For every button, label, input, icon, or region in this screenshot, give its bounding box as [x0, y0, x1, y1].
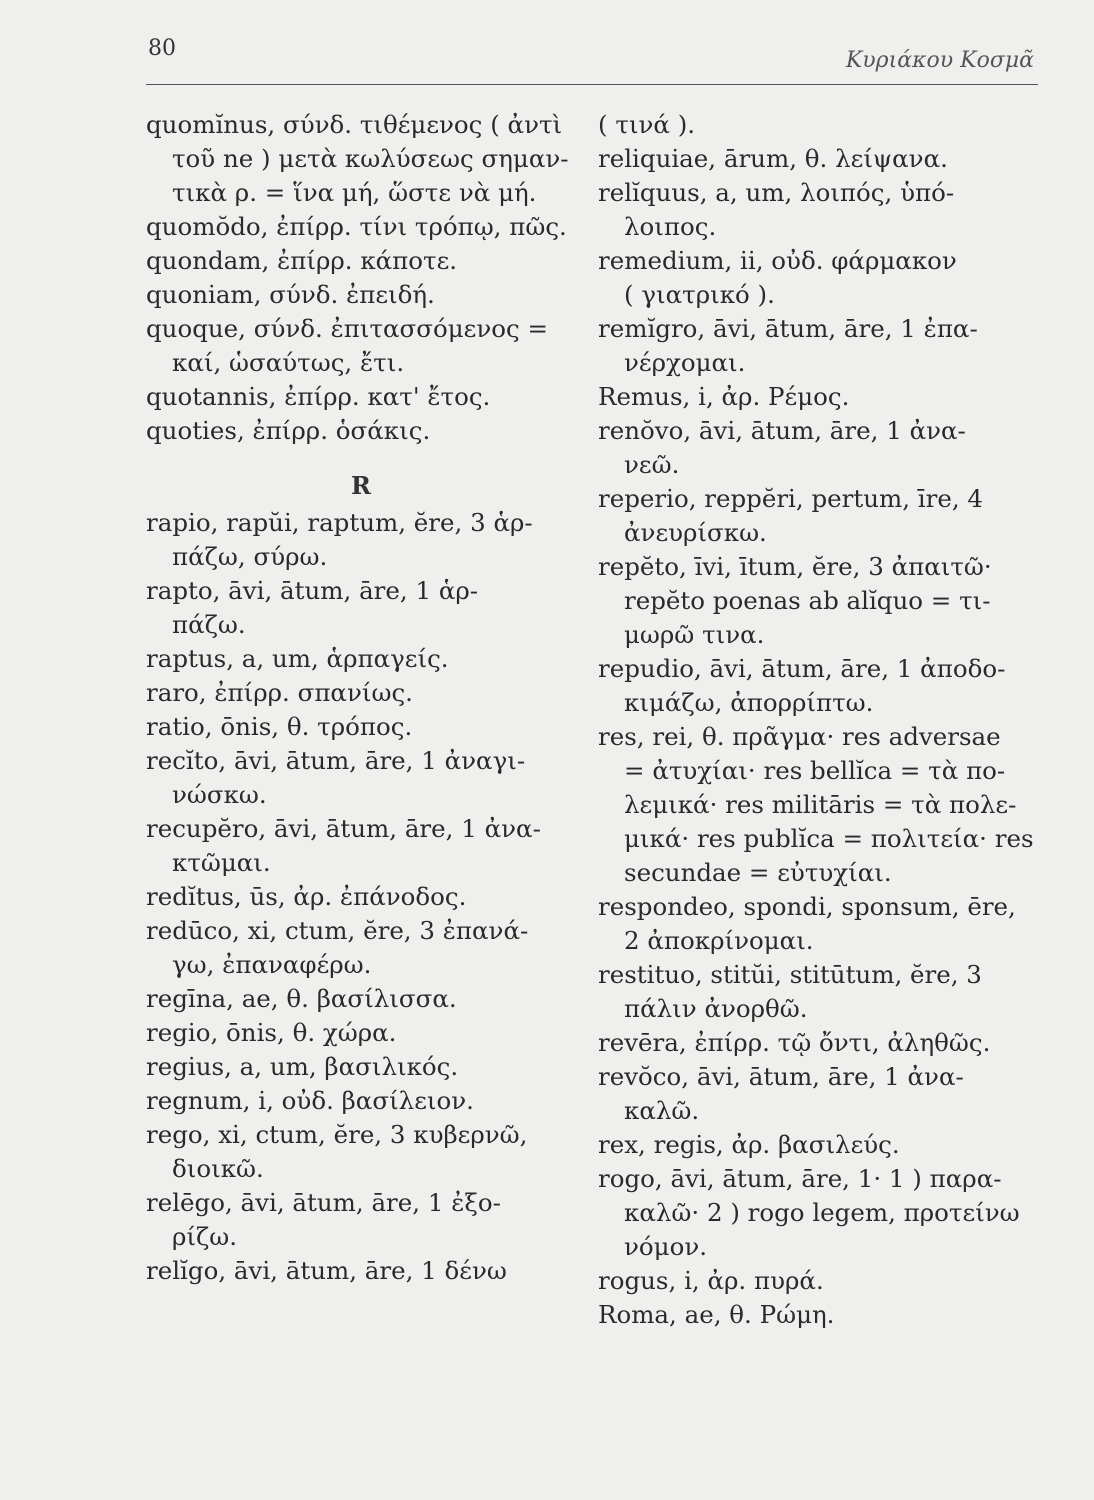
entry-headline: reliquiae, ārum, θ. λείψανα.	[598, 144, 948, 173]
entry-continuation: κτῶμαι.	[172, 848, 271, 877]
dictionary-entry	[598, 142, 1038, 176]
dictionary-entry	[146, 278, 576, 312]
running-head: Κυριάκου Κοσμᾶ	[845, 48, 1034, 73]
entry-continuation: καί, ὡσαύτως, ἔτι.	[172, 348, 405, 377]
entry-headline: respondeo, spondi, sponsum, ēre,	[598, 892, 1016, 921]
entry-headline: rapio, rapŭi, raptum, ĕre, 3 ἁρ-	[146, 508, 533, 537]
entry-headline: rex, regis, ἀρ. βασιλεύς.	[598, 1130, 900, 1159]
entry-headline: Remus, i, ἀρ. Ρέμος.	[598, 382, 850, 411]
entry-headline: quoniam, σύνδ. ἐπειδή.	[146, 280, 435, 309]
dictionary-entry	[146, 710, 576, 744]
entry-headline: repĕto, īvi, ītum, ĕre, 3 ἀπαιτῶ·	[598, 552, 992, 581]
dictionary-entry	[146, 1084, 576, 1118]
dictionary-entry	[598, 958, 1038, 1026]
dictionary-entry	[146, 1186, 576, 1254]
entry-headline: Roma, ae, θ. Ρώμη.	[598, 1300, 835, 1329]
entry-continuation: = ἀτυχίαι· res bellĭca = τὰ πο-	[624, 756, 1006, 785]
entry-headline: rogo, āvi, ātum, āre, 1· 1 ) παρα-	[598, 1164, 1002, 1193]
dictionary-entry	[598, 108, 1038, 142]
entry-headline: rego, xi, ctum, ĕre, 3 κυβερνῶ,	[146, 1120, 528, 1149]
dictionary-entry	[146, 812, 576, 880]
dictionary-entry	[598, 550, 1038, 652]
entry-continuation: ρίζω.	[172, 1222, 238, 1251]
dictionary-entry	[146, 312, 576, 380]
entry-continuation: πάλιν ἀνορθῶ.	[624, 994, 808, 1023]
entry-headline: regnum, i, οὐδ. βασίλειον.	[146, 1086, 474, 1115]
dictionary-entry	[146, 506, 576, 574]
dictionary-entry	[598, 1128, 1038, 1162]
entry-headline: raptus, a, um, ἁρπαγείς.	[146, 644, 449, 673]
left-column	[146, 108, 576, 1288]
dictionary-entry	[146, 914, 576, 982]
entry-continuation: νέρχομαι.	[624, 348, 746, 377]
entry-continuation: ( γιατρικό ).	[624, 280, 775, 309]
right-column	[598, 108, 1038, 1332]
entry-headline: regius, a, um, βασιλικός.	[146, 1052, 459, 1081]
dictionary-entry	[598, 482, 1038, 550]
dictionary-entry	[598, 1298, 1038, 1332]
entry-headline: quomĭnus, σύνδ. τιθέμενος ( ἀντὶ	[146, 110, 563, 139]
entries-before-section	[146, 108, 576, 448]
dictionary-entry	[598, 890, 1038, 958]
dictionary-entry	[598, 1060, 1038, 1128]
page-number: 80	[148, 36, 176, 61]
entry-headline: reperio, reppĕri, pertum, īre, 4	[598, 484, 984, 513]
entry-headline: quondam, ἐπίρρ. κάποτε.	[146, 246, 458, 275]
entry-headline: revēra, ἐπίρρ. τῷ ὄντι, ἀληθῶς.	[598, 1028, 991, 1057]
entry-continuation: ἀνευρίσκω.	[624, 518, 767, 547]
entry-continuation: καλῶ.	[624, 1096, 700, 1125]
dictionary-entry	[146, 1118, 576, 1186]
entry-headline: remĭgro, āvi, ātum, āre, 1 ἐπα-	[598, 314, 978, 343]
dictionary-entry	[146, 744, 576, 812]
entry-continuation: τοῦ ne ) μετὰ κωλύσεως σημαν-	[172, 144, 569, 173]
entry-continuation: λεμικά· res militāris = τὰ πολε-	[624, 790, 1017, 819]
dictionary-entry	[598, 312, 1038, 380]
dictionary-entry	[598, 176, 1038, 244]
entry-continuation: λοιπος.	[624, 212, 717, 241]
entry-headline: redūco, xi, ctum, ĕre, 3 ἐπανά-	[146, 916, 529, 945]
dictionary-entry	[598, 652, 1038, 720]
entry-continuation: κιμάζω, ἀπορρίπτω.	[624, 688, 874, 717]
entry-continuation: μικά· res publĭca = πολιτεία· res	[624, 824, 1034, 853]
entry-headline: quotannis, ἐπίρρ. κατ' ἔτος.	[146, 382, 491, 411]
entry-headline: ratio, ōnis, θ. τρόπος.	[146, 712, 413, 741]
dictionary-entry	[146, 414, 576, 448]
entry-headline: repudio, āvi, ātum, āre, 1 ἀποδο-	[598, 654, 1006, 683]
entry-headline: revŏco, āvi, ātum, āre, 1 ἀνα-	[598, 1062, 964, 1091]
dictionary-entry	[146, 982, 576, 1016]
entry-headline: redĭtus, ūs, ἀρ. ἐπάνοδος.	[146, 882, 467, 911]
dictionary-entry	[146, 1050, 576, 1084]
entry-continuation: πάζω.	[172, 610, 246, 639]
dictionary-entry	[598, 1162, 1038, 1264]
entry-continuation: νώσκω.	[172, 780, 267, 809]
entry-continuation: repĕto poenas ab alĭquo = τι-	[624, 586, 991, 615]
dictionary-entry	[146, 1254, 576, 1288]
entry-headline: relĭquus, a, um, λοιπός, ὑπό-	[598, 178, 955, 207]
entry-continuation: πάζω, σύρω.	[172, 542, 328, 571]
entry-continuation: νόμον.	[624, 1232, 707, 1261]
right-entries	[598, 108, 1038, 1332]
entry-continuation: μωρῶ τινα.	[624, 620, 765, 649]
entry-continuation: τικὰ ρ. = ἵνα μή, ὥστε νὰ μή.	[172, 178, 537, 207]
dictionary-entry	[598, 1026, 1038, 1060]
entry-headline: remedium, ii, οὐδ. φάρμακον	[598, 246, 957, 275]
dictionary-entry	[598, 380, 1038, 414]
entry-headline: recĭto, āvi, ātum, āre, 1 ἀναγι-	[146, 746, 526, 775]
entry-headline: recupĕro, āvi, ātum, āre, 1 ἀνα-	[146, 814, 541, 843]
entry-continuation: καλῶ· 2 ) rogo legem, προτείνω	[624, 1198, 1020, 1227]
entry-continuation: secundae = εὐτυχίαι.	[624, 858, 892, 887]
dictionary-entry	[146, 210, 576, 244]
section-letter: R	[351, 471, 371, 500]
dictionary-entry	[146, 574, 576, 642]
entries-after-section	[146, 506, 576, 1288]
dictionary-entry	[146, 676, 576, 710]
dictionary-entry	[598, 244, 1038, 312]
entry-headline: quomŏdo, ἐπίρρ. τίνι τρόπῳ, πῶς.	[146, 212, 567, 241]
entry-headline: relĭgo, āvi, ātum, āre, 1 δένω	[146, 1256, 507, 1285]
entry-headline: res, rei, θ. πρᾶγμα· res adversae	[598, 722, 1001, 751]
entry-headline: regio, ōnis, θ. χώρα.	[146, 1018, 397, 1047]
dictionary-entry	[598, 720, 1038, 890]
entry-continuation: νεῶ.	[624, 450, 680, 479]
dictionary-entry	[146, 244, 576, 278]
entry-headline: rogus, i, ἀρ. πυρά.	[598, 1266, 824, 1295]
entry-headline: renŏvo, āvi, ātum, āre, 1 ἀνα-	[598, 416, 966, 445]
dictionary-entry	[146, 642, 576, 676]
entry-headline: raro, ἐπίρρ. σπανίως.	[146, 678, 413, 707]
dictionary-entry	[146, 880, 576, 914]
dictionary-entry	[598, 1264, 1038, 1298]
entry-headline: regīna, ae, θ. βασίλισσα.	[146, 984, 457, 1013]
dictionary-entry	[598, 414, 1038, 482]
entry-headline: restituo, stitŭi, stitūtum, ĕre, 3	[598, 960, 982, 989]
dictionary-entry	[146, 108, 576, 210]
entry-headline: quoties, ἐπίρρ. ὁσάκις.	[146, 416, 431, 445]
entry-continuation: γω, ἐπαναφέρω.	[172, 950, 372, 979]
dictionary-entry	[146, 1016, 576, 1050]
entry-headline: ( τινά ).	[598, 110, 696, 139]
entry-headline: relēgo, āvi, ātum, āre, 1 ἐξο-	[146, 1188, 501, 1217]
entry-headline: quoque, σύνδ. ἐπιτασσόμενος =	[146, 314, 549, 343]
dictionary-entry	[146, 380, 576, 414]
header-rule	[146, 84, 1038, 85]
entry-continuation: διοικῶ.	[172, 1154, 264, 1183]
entry-headline: rapto, āvi, ātum, āre, 1 ἁρ-	[146, 576, 479, 605]
entry-continuation: 2 ἀποκρίνομαι.	[624, 926, 814, 955]
